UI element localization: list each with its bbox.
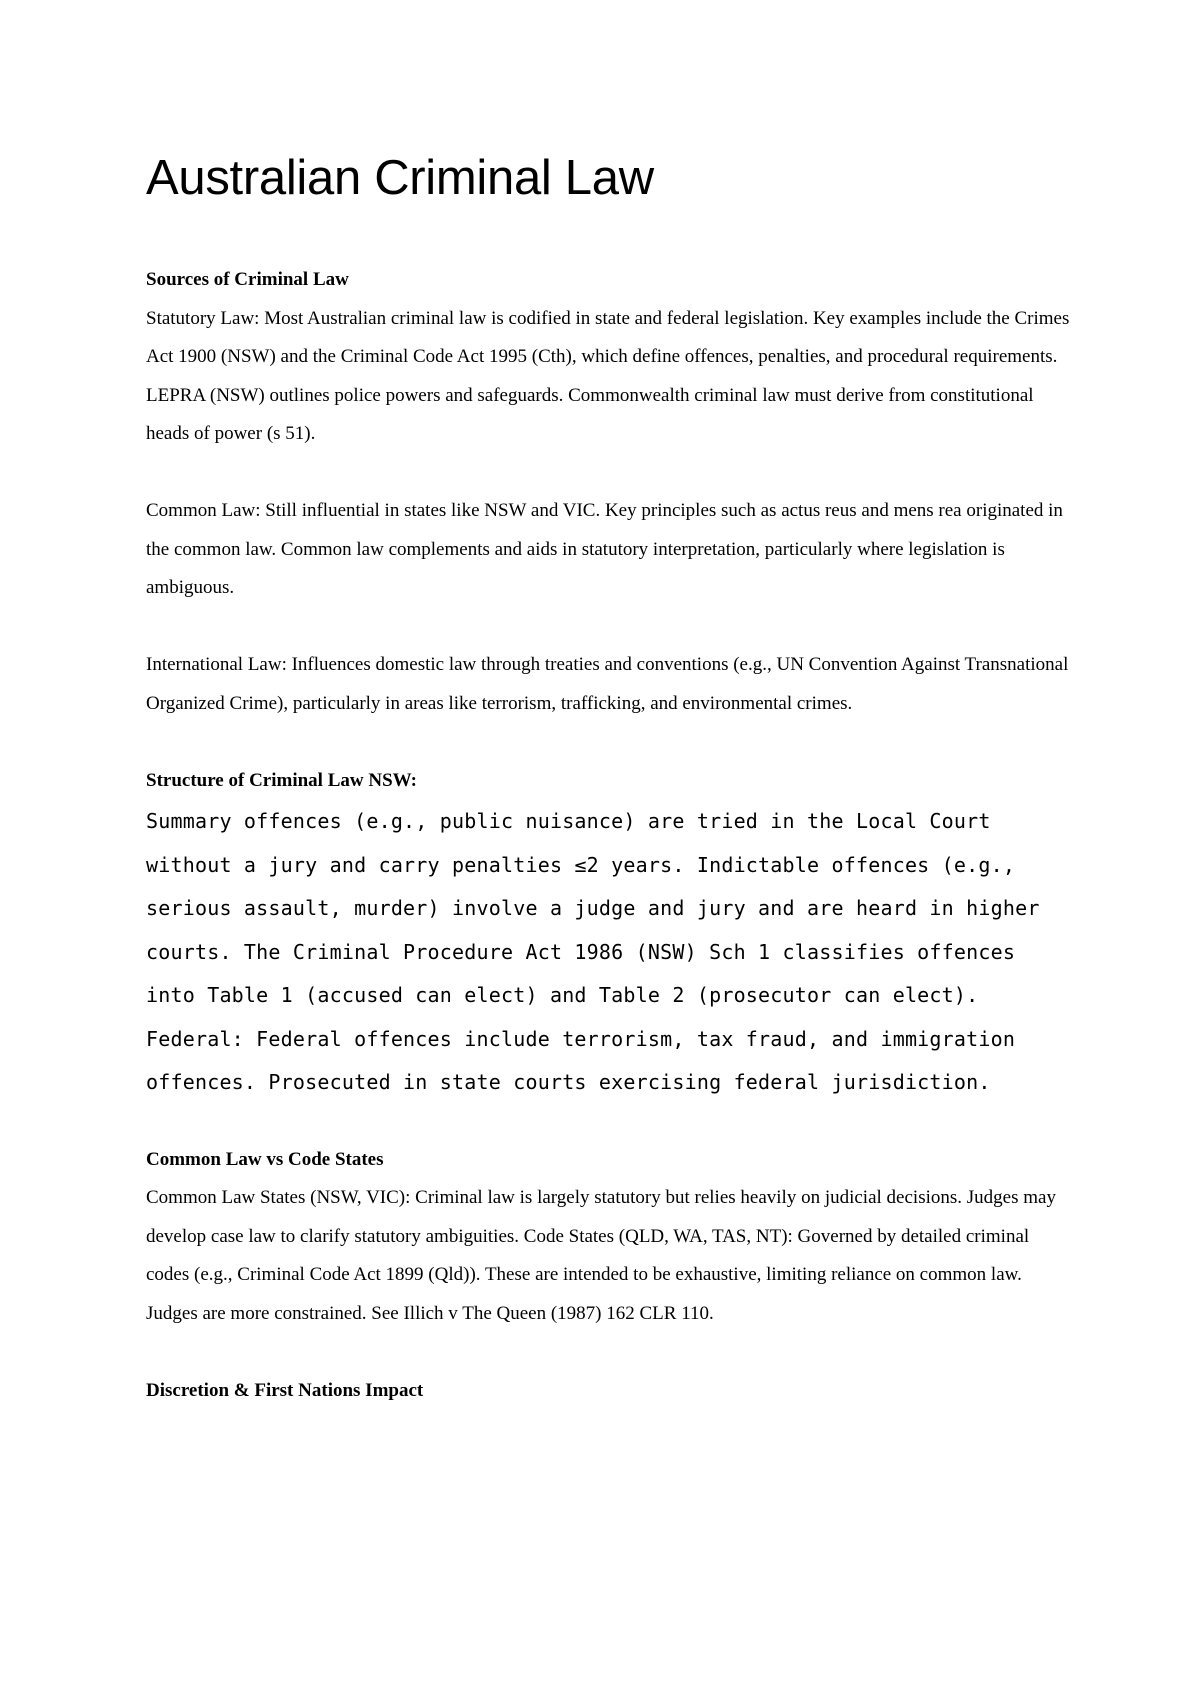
spacer [146,1105,1070,1141]
paragraph-structure: Summary offences (e.g., public nuisance) are tried in the Local Court without a jury and carry penalties ≤2 years. Indictable offences (e.g., serious assault, murder) involve a judge and jury and are heard in higher courts. The Criminal Procedure Act 1986 (NSW) Sch 1 classifies offences into Table 1 (accused can elect) and Table 2 (prosecutor can elect). Federal: Federal offences include terrorism, tax fraud, and immigration offences. Prosecuted in state courts exercising federal jurisdiction. [146,809,1040,1094]
section-heading-structure: Structure of Criminal Law NSW: [146,769,417,791]
paragraph-code-states: Common Law States (NSW, VIC): Criminal law is largely statutory but relies heavily on judicial decisions. Judges may develop case law to clarify statutory ambiguities. Code States (QLD, WA, TAS, NT): Governed by detailed criminal codes (e.g., Criminal Code Act 1899 (Qld)). These are intended to be exhaustive, limiting reliance on common law. Judges are more constrained. See Illich v The Queen (1987) 162 CLR 110. [146,1187,1056,1324]
paragraph-international-law: International Law: Influences domestic law through treaties and conventions (e.g., UN Convention Against Transnational Organized Crime), particularly in areas like terrorism, trafficking, and environmental crimes. [146,654,1069,714]
spacer [146,454,1070,493]
spacer [146,608,1070,647]
document-body [146,148,1070,1410]
spacer [146,723,1070,762]
section-heading-sources: Sources of Criminal Law [146,269,349,290]
section-discretion [146,1372,1070,1411]
section-sources [146,261,1070,723]
page-title: Australian Criminal Law [146,151,654,205]
spacer [146,1333,1070,1372]
spacer [146,208,1070,261]
paragraph-statutory-law: Statutory Law: Most Australian criminal law is codified in state and federal legislation. Key examples include the Crimes Act 1900 (NSW) and the Criminal Code Act 1995 (Cth), which define offences, penalties, and procedural requirements. LEPRA (NSW) outlines police powers and safeguards. Commonwealth criminal law must derive from constitutional heads of power (s 51). [146,307,1070,444]
paragraph-common-law: Common Law: Still influential in states like NSW and VIC. Key principles such as actus reus and mens rea originated in the common law. Common law complements and aids in statutory interpretation, particularly where legislation is ambiguous. [146,500,1063,598]
section-code-states [146,1141,1070,1334]
section-structure [146,762,1070,1105]
section-heading-code-states: Common Law vs Code States [146,1148,384,1170]
section-heading-discretion: Discretion & First Nations Impact [146,1379,424,1401]
